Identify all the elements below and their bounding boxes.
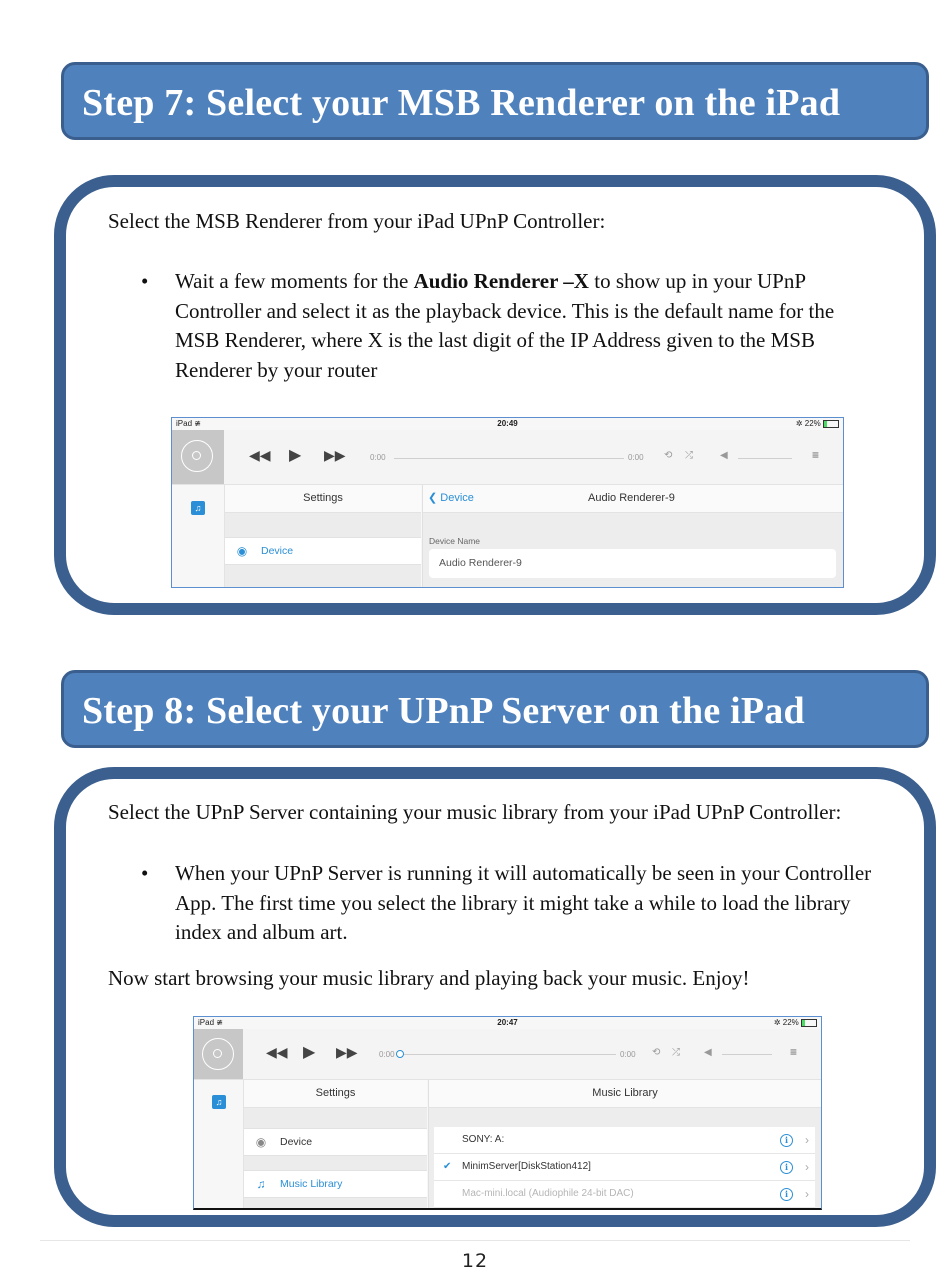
footer-rule [40,1240,910,1241]
settings-row-music-library[interactable] [244,1170,427,1198]
server-name: SONY: A: [462,1134,505,1145]
play-icon[interactable]: ▶ [289,447,302,464]
server-name: MinimServer[DiskStation412] [462,1161,591,1172]
step8-header [61,670,929,748]
time-start: 0:00 [379,1050,395,1059]
ipad-screenshot-renderer [171,417,844,588]
left-sidebar [172,485,225,587]
settings-header: Settings [244,1080,427,1108]
music-library-row-icon: ♫ [256,1177,266,1191]
library-row-label: Music Library [280,1178,343,1190]
disc-icon [181,440,213,472]
disc-icon [202,1038,234,1070]
server-row[interactable] [434,1127,815,1154]
album-art-placeholder [172,430,224,484]
status-bar [172,418,843,430]
status-bar [194,1017,821,1029]
menu-icon[interactable]: ≡ [790,1045,798,1059]
device-row-label: Device [261,545,294,557]
battery-icon [801,1019,817,1027]
status-time: 20:47 [497,1018,518,1027]
device-icon: ◉ [236,544,248,558]
repeat-icon[interactable]: ⟲ [652,1047,661,1058]
page-number: 12 [461,1250,489,1272]
step7-title: Step 7: Select your MSB Renderer on the iPad [82,82,841,124]
chevron-right-icon: › [805,1160,809,1174]
fast-forward-icon[interactable]: ▶▶ [336,1044,358,1060]
battery-text: ✲ 22% [795,419,821,428]
repeat-icon[interactable]: ⟲ [664,450,673,461]
detail-title: Audio Renderer-9 [588,492,675,504]
play-icon[interactable]: ▶ [303,1044,316,1061]
player-bar [194,1029,821,1080]
settings-row-device[interactable] [225,537,421,565]
shuffle-icon[interactable]: ⤮ [685,450,693,461]
status-left: iPad ≇ [176,419,201,428]
step8-bullet [141,859,895,948]
chevron-right-icon: › [805,1187,809,1201]
library-header: Music Library [429,1080,821,1108]
music-library-icon[interactable]: ♫ [212,1095,226,1109]
library-column [428,1080,821,1208]
bullet-dot: • [141,861,149,885]
device-name-field[interactable] [429,549,836,578]
detail-column [422,485,843,587]
step7-header [61,62,929,140]
chevron-left-icon: ❮ [428,492,438,504]
detail-header [423,485,843,513]
step7-bullet-post: to show up in your UPnP Controller and select it as the playback device. This is the default name for the MSB Renderer, where X is the last digit of the IP Address given to the MSB Renderer by your router [175,269,835,382]
step8-bullet-text: When your UPnP Server is running it will automatically be seen in your Controller App. The first time you select the library it might take a while to load the library index and album art. [175,861,872,944]
chevron-right-icon: › [805,1133,809,1147]
time-end: 0:00 [620,1050,636,1059]
bullet-dot: • [141,269,149,293]
status-left: iPad ≇ [198,1018,223,1027]
info-icon[interactable]: i [780,1134,793,1147]
time-end: 0:00 [628,453,644,462]
rewind-icon[interactable]: ◀◀ [249,447,271,463]
step8-intro: Select the UPnP Server containing your music library from your iPad UPnP Controller: [108,800,842,824]
info-icon[interactable]: i [780,1188,793,1201]
volume-icon: ◀ [704,1047,712,1058]
player-bar [172,430,843,485]
battery-text: ✲ 22% [773,1018,799,1027]
step7-bullet-pre: Wait a few moments for the [175,269,414,293]
volume-slider[interactable] [738,458,792,459]
status-right [774,1018,817,1027]
step8-title: Step 8: Select your UPnP Server on the iPad [82,690,805,732]
settings-column [244,1080,427,1208]
server-row[interactable] [434,1181,815,1208]
check-icon: ✔ [443,1161,452,1172]
step7-intro: Select the MSB Renderer from your iPad UPnP Controller: [108,209,606,233]
music-library-icon[interactable]: ♫ [191,501,205,515]
settings-header: Settings [225,485,421,513]
settings-row-device[interactable] [244,1128,427,1156]
time-start: 0:00 [370,453,386,462]
settings-column [225,485,421,587]
step7-bullet-bold: Audio Renderer –X [413,269,589,293]
device-name-value: Audio Renderer-9 [439,557,522,569]
rewind-icon[interactable]: ◀◀ [266,1044,288,1060]
fast-forward-icon[interactable]: ▶▶ [324,447,346,463]
step7-bullet [141,267,880,385]
album-art-placeholder [194,1029,243,1079]
left-sidebar [194,1080,244,1208]
volume-slider[interactable] [722,1054,772,1055]
shuffle-icon[interactable]: ⤮ [672,1047,680,1058]
device-row-label: Device [280,1136,313,1148]
status-right [796,419,839,428]
server-row[interactable] [434,1154,815,1181]
battery-icon [823,420,839,428]
progress-slider[interactable] [394,458,624,459]
device-icon: ◉ [255,1135,267,1149]
status-time: 20:49 [497,419,518,428]
back-label: Device [440,492,474,504]
server-name: Mac-mini.local (Audiophile 24-bit DAC) [462,1188,634,1199]
step8-outro: Now start browsing your music library and playing back your music. Enjoy! [108,966,750,990]
progress-knob[interactable] [396,1050,404,1058]
back-button[interactable] [428,485,474,512]
device-name-label: Device Name [429,536,481,546]
menu-icon[interactable]: ≡ [812,448,820,462]
volume-icon: ◀ [720,450,728,461]
info-icon[interactable]: i [780,1161,793,1174]
ipad-screenshot-library [193,1016,822,1210]
progress-slider[interactable] [404,1054,616,1055]
